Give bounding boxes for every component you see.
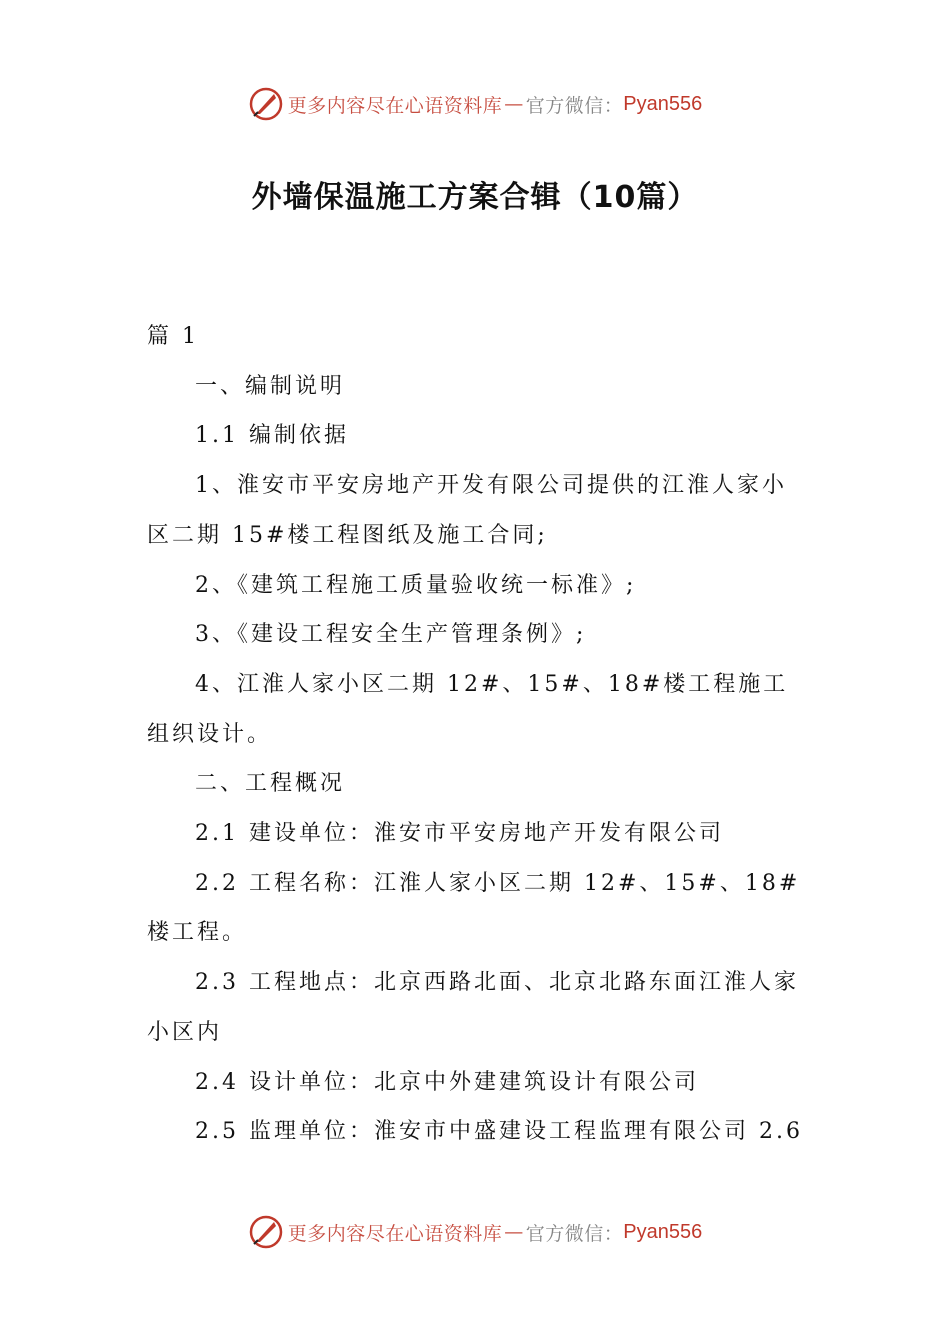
quill-logo-icon <box>248 1214 284 1250</box>
body-paragraph: 二、工程概况 <box>195 771 346 797</box>
body-paragraph: 2、《建筑工程施工质量验收统一标准》; <box>195 572 637 598</box>
body-paragraph: 2.3 工程地点：北京西路北面、北京北路东面江淮人家小区内 <box>147 970 799 1045</box>
quill-logo-icon <box>248 86 284 122</box>
body-paragraph: 2.4 设计单位：北京中外建建筑设计有限公司 <box>195 1069 699 1095</box>
body-paragraph: 2.1 建设单位：淮安市平安房地产开发有限公司 <box>195 821 724 847</box>
watermark-separator: — <box>504 93 524 115</box>
header-watermark <box>0 84 950 124</box>
body-paragraph: 3、《建设工程安全生产管理条例》; <box>195 622 587 648</box>
footer-watermark <box>0 1212 950 1252</box>
document-body <box>147 312 807 1157</box>
body-paragraph: 1、淮安市平安房地产开发有限公司提供的江淮人家小区二期 15#楼工程图纸及施工合同; <box>147 473 787 548</box>
watermark-text: 更多内容尽在心语资料库 <box>287 94 503 117</box>
body-paragraph: 2.2 工程名称：江淮人家小区二期 12#、15#、18#楼工程。 <box>147 870 801 946</box>
body-paragraph: 4、江淮人家小区二期 12#、15#、18#楼工程施工组织设计。 <box>147 671 789 747</box>
body-paragraph: 一、编制说明 <box>195 373 346 399</box>
body-paragraph: 篇 1 <box>147 324 199 349</box>
watermark-id: Pyan556 <box>623 92 703 115</box>
body-paragraph: 2.5 监理单位：淮安市中盛建设工程监理有限公司 2.6 <box>195 1119 803 1145</box>
watermark-id: Pyan556 <box>623 1220 703 1243</box>
document-title: 外墙保温施工方案合辑（10篇） <box>251 180 699 215</box>
watermark-text: 更多内容尽在心语资料库 <box>287 1222 503 1245</box>
watermark-label: 官方微信： <box>525 1222 624 1245</box>
watermark-label: 官方微信： <box>525 94 624 117</box>
watermark-separator: — <box>504 1221 524 1243</box>
body-paragraph: 1.1 编制依据 <box>195 423 349 449</box>
